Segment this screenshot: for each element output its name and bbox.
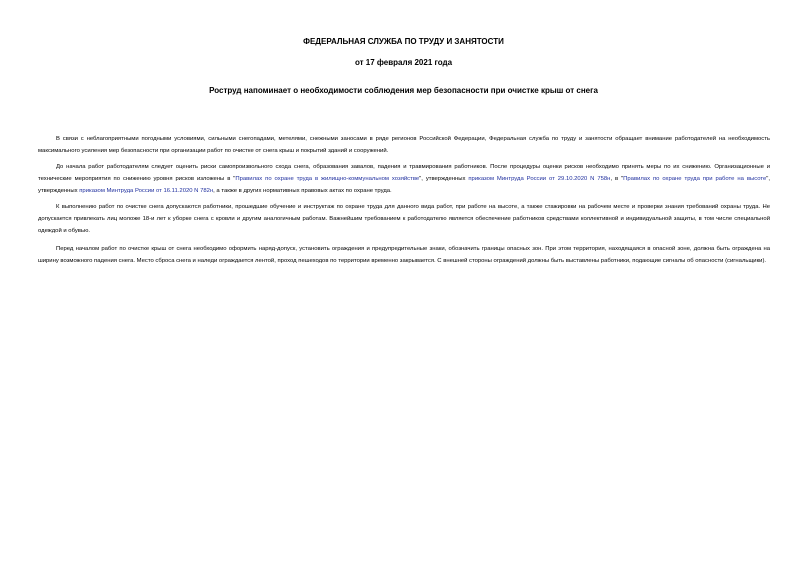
paragraph-admission: К выполнению работ по очистке снега допускаются работники, прошедшие обучение и инструктаж по охране труда для данного вида работ, при работе на высоте, а также стажировки на рабочем месте и проверки знания требований охраны труда. Не допускается привлекать лиц моложе 18-и лет к уборке снега с кровли и другим аналогичным работам. Важнейшим требованием к работодателю является обеспечение работников средствами коллективной и индивидуальной защиты, в том числе специальной одеждой и обувью. bbox=[38, 203, 770, 234]
document-title: Роструд напоминает о необходимости соблюдения мер безопасности при очистке крыш от снега bbox=[209, 86, 598, 95]
paragraph-risk-assessment bbox=[38, 161, 770, 197]
link-order-758n[interactable]: приказом Минтруда России от 29.10.2020 N 758н bbox=[468, 175, 611, 182]
agency-heading: ФЕДЕРАЛЬНАЯ СЛУЖБА ПО ТРУДУ И ЗАНЯТОСТИ bbox=[303, 37, 504, 46]
link-rules-work-at-height[interactable]: Правилах по охране труда при работе на высоте bbox=[623, 175, 767, 182]
paragraph-text: , в " bbox=[610, 175, 624, 182]
paragraph-text: До начала работ работодателям следует оценить риски самопроизвольного схода снега, образования завалов, падения и травмирования работников. После процедуры оценки рисков необходимо принять меры по их снижению. Организационные и технические мероприятия по снижению уровня рисков изложены в " bbox=[38, 163, 770, 182]
link-order-782n[interactable]: приказом Минтруда России от 16.11.2020 N 782н bbox=[79, 187, 214, 194]
document-date: от 17 февраля 2021 года bbox=[354, 58, 453, 67]
paragraph-intro: В связи с неблагоприятными погодными условиями, сильными снегопадами, метелями, снежными заносами в ряде регионов Российской Федерации, Федеральная служба по труду и занятости обращает внимание работодателей на необходимость максимального усиления мер безопасности при организации работ по очистке от снега крыш и покрытий зданий и сооружений. bbox=[38, 135, 770, 154]
paragraph-text: ", утвержденных bbox=[419, 175, 469, 182]
link-rules-housing-utilities[interactable]: Правилах по охране труда в жилищно-коммунальном хозяйстве bbox=[235, 175, 420, 182]
paragraph-text: ", утвержденных bbox=[38, 175, 770, 194]
paragraph-work-permit: Перед началом работ по очистке крыш от снега необходимо оформить наряд-допуск, установить ограждения и предупредительные знаки, обозначить границы опасных зон. При этом территория, находящаяся в опасной зоне, должна быть ограждена на ширину возможного падения снега. Место сброса снега и наледи ограждается лентой, проход пешеходов по территории временно закрывается. С внешней стороны ограждений должны быть выставлены работники, подающие сигналы об опасности (сигнальщики). bbox=[38, 245, 770, 264]
paragraph-text: , а также в других нормативных правовых актах по охране труда. bbox=[213, 187, 392, 194]
